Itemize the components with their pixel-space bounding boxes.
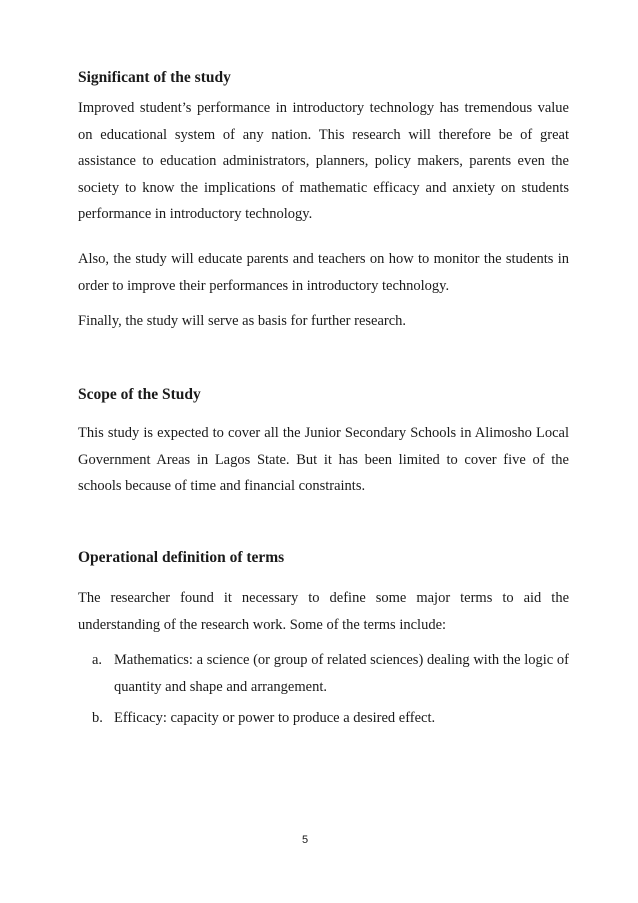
list-item bbox=[92, 705, 569, 732]
paragraph-significance-3: Finally, the study will serve as basis for further research. bbox=[78, 313, 407, 329]
list-item-marker: b. bbox=[92, 710, 103, 726]
list-item-text: Mathematics: a science (or group of related sciences) dealing with the logic of quantity and shape and arrangement. bbox=[114, 652, 569, 695]
definitions-list bbox=[92, 647, 569, 737]
paragraph-significance-2: Also, the study will educate parents and teachers on how to monitor the students in order to improve their performances in introductory technology. bbox=[78, 251, 569, 294]
section-heading-definitions: Operational definition of terms bbox=[78, 549, 285, 566]
page-number: 5 bbox=[301, 834, 309, 846]
list-item bbox=[92, 647, 569, 700]
paragraph-definitions-intro: The researcher found it necessary to define some major terms to aid the understanding of the research work. Some of the terms include: bbox=[78, 590, 569, 633]
list-item-marker: a. bbox=[92, 652, 103, 668]
paragraph-scope-1: This study is expected to cover all the Junior Secondary Schools in Alimosho Local Government Areas in Lagos State. But it has been limited to cover five of the schools because of time and financial constraints. bbox=[78, 425, 569, 494]
section-heading-scope: Scope of the Study bbox=[78, 386, 201, 403]
list-item-text: Efficacy: capacity or power to produce a desired effect. bbox=[114, 710, 436, 726]
paragraph-significance-1: Improved student’s performance in introductory technology has tremendous value on educational system of any nation. This research will therefore be of great assistance to education administrators, planners, policy makers, parents even the society to know the implications of mathematic efficacy and anxiety on students performance in introductory technology. bbox=[78, 100, 569, 222]
section-heading-significance: Significant of the study bbox=[78, 69, 231, 86]
